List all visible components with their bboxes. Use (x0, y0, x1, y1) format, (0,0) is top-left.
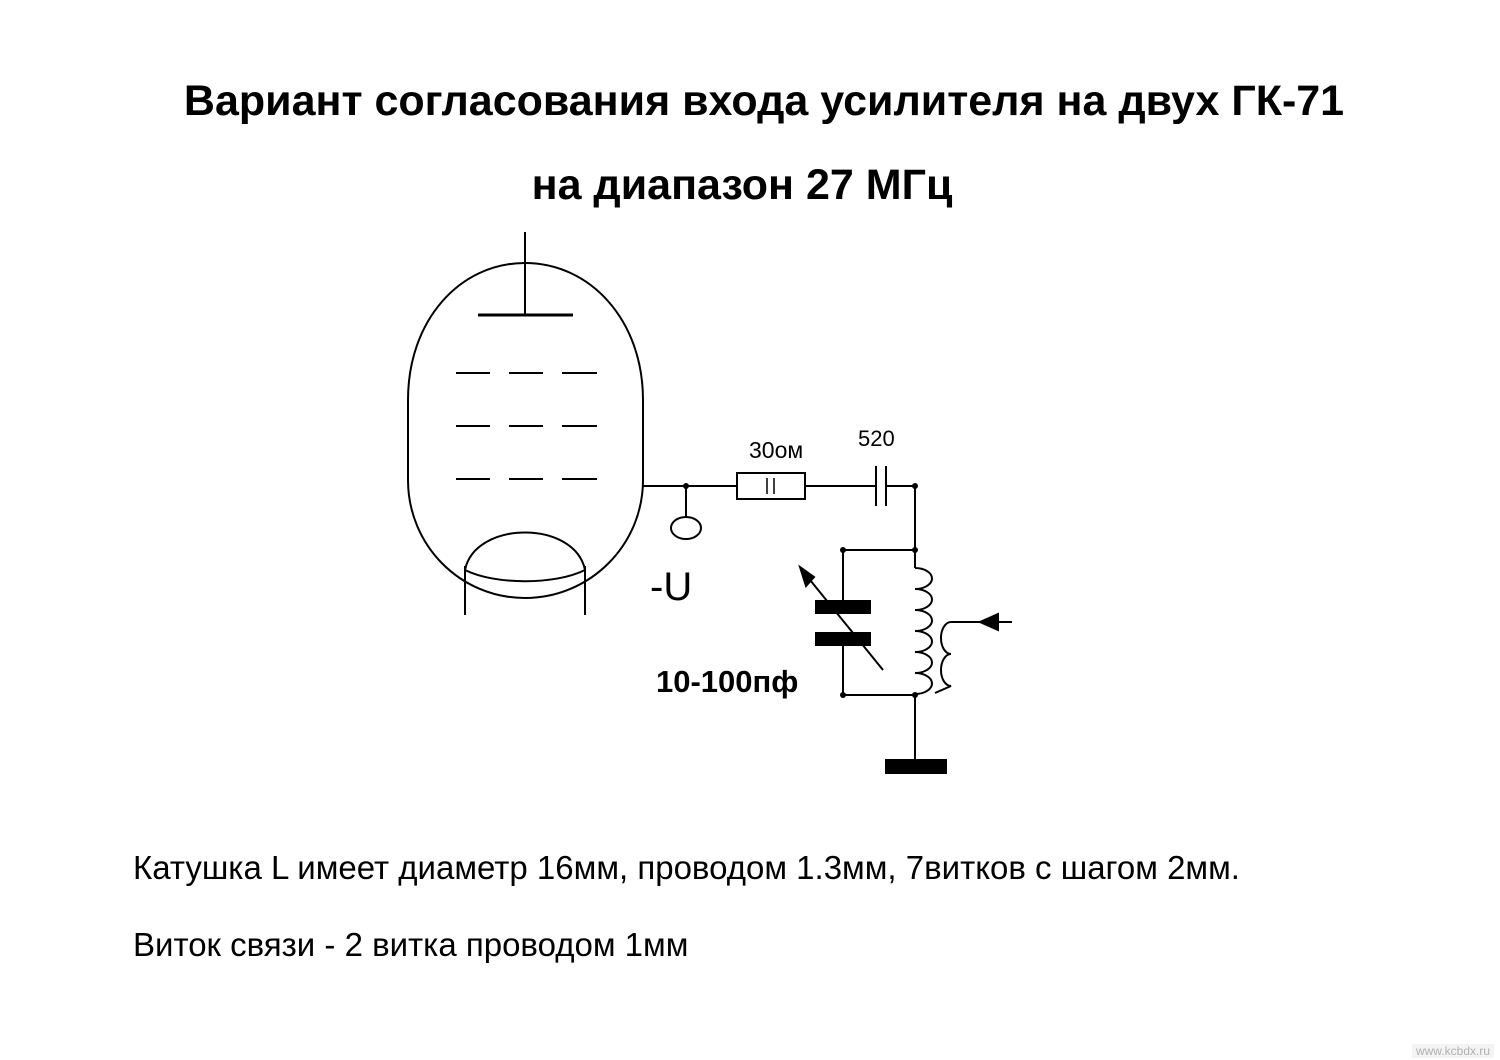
tube-filament (465, 533, 585, 582)
junction-dot (912, 692, 918, 698)
ground-symbol (885, 759, 947, 774)
variable-cap-plate-bottom (815, 632, 871, 646)
link-coil (935, 622, 988, 693)
junction-dot (912, 483, 918, 489)
link-coil-input-arrow (980, 614, 998, 630)
junction-dot (840, 547, 846, 553)
coupling-cap-label: 520 (858, 426, 895, 451)
variable-cap-plate-top (815, 600, 871, 614)
junction-dot (912, 547, 918, 553)
link-coil-note: Виток связи - 2 витка проводом 1мм (133, 926, 689, 963)
variable-cap-label: 10-100пф (656, 664, 799, 699)
variable-cap-arrow (806, 575, 883, 670)
resistor-30-ohm (737, 473, 805, 499)
title-line-2: на диапазон 27 МГц (531, 161, 953, 209)
junction-dot (683, 483, 689, 489)
tube-grids (456, 373, 597, 479)
coil-l (915, 568, 932, 694)
title-line-1: Вариант согласования входа усилителя на двух ГК-71 (183, 77, 1345, 125)
junction-dot (840, 692, 846, 698)
resistor-label: 30ом (749, 437, 804, 463)
bias-terminal (671, 517, 701, 539)
coil-spec-note: Катушка L имеет диаметр 16мм, проводом 1.3мм, 7витков с шагом 2мм. (133, 849, 1240, 886)
bias-label: -U (650, 565, 693, 609)
watermark: www.kcbdx.ru (1412, 1044, 1494, 1058)
